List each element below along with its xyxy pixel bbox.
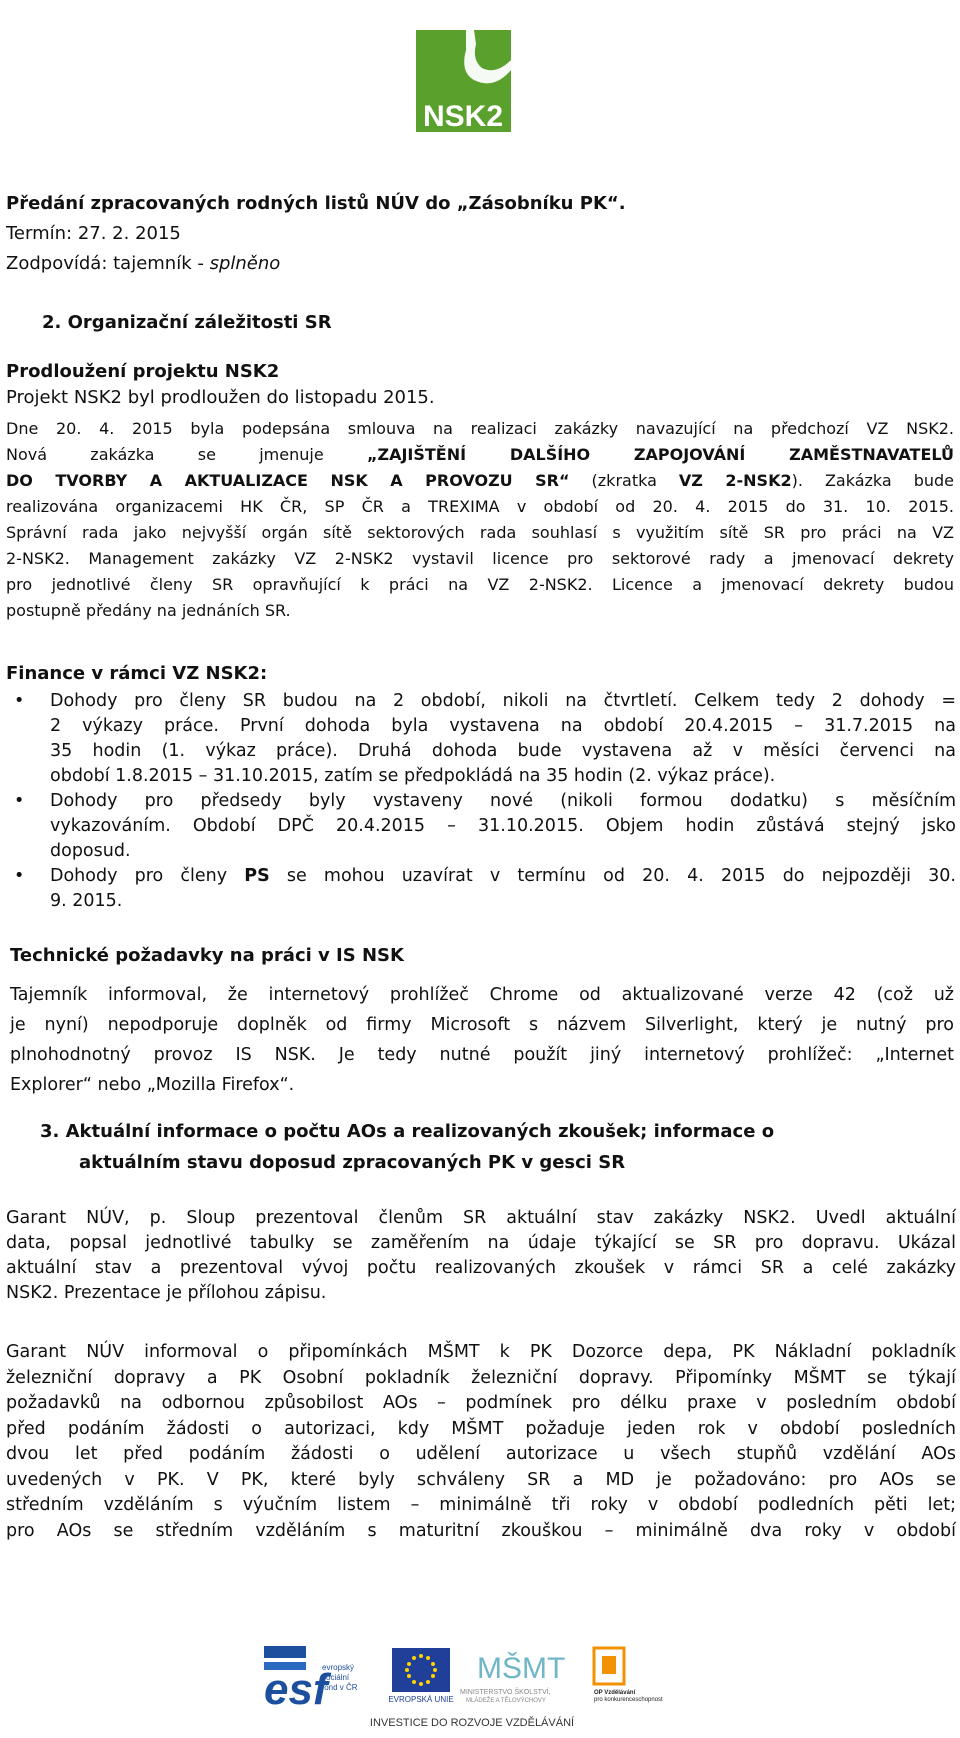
svg-text:fond v ČR: fond v ČR [322,1683,358,1692]
nsk2-logo [416,30,511,132]
svg-text:NSK2: NSK2 [422,100,504,132]
tech-paragraph: Tajemník informoval, že internetový prohlížeč Chrome od aktualizované verze 42 (což už je nyní) nepodporuje doplněk od firmy Microsoft s názvem Silverlight, který je nutný pro plnohodnotný provoz IS NSK. Je tedy nutné použít jiný internetový prohlížeč: „Internet Explorer“ nebo „Mozilla Firefox“. [10,985,954,1095]
finance-list [6,689,956,914]
list-item: • Dohody pro členy SR budou na 2 období, nikoli na čtvrtletí. Celkem tedy 2 dohody = 2 výkazy práce. První dohoda byla vystavena na období 20.4.2015 – 31.7.2015 na 35 hodin (1. výkaz práce). Druhá dohoda bude vystavena až v měsíci červenci na období 1.8.2015 – 31.10.2015, zatím se předpokládá na 35 hodin (2. výkaz práce). [6,689,956,789]
svg-text:EVROPSKÁ UNIE: EVROPSKÁ UNIE [388,1695,454,1704]
svg-text:INVESTICE DO ROZVOJE VZDĚLÁVÁN: INVESTICE DO ROZVOJE VZDĚLÁVÁNÍ [369,1717,575,1729]
section3-paragraph1: Garant NÚV, p. Sloup prezentoval členům SR aktuální stav zakázky NSK2. Uvedl aktuální data, popsal jednotlivé tabulky se zaměřením na údaje týkající se SR pro dopravu. Ukázal aktuální stav a prezentoval vývoj počtu realizovaných zkoušek v rámci SR a celé zakázky NSK2. Prezentace je přílohou zápisu. [6,1208,956,1303]
section3-paragraph2: Garant NÚV informoval o připomínkách MŠMT k PK Dozorce depa, PK Nákladní pokladník železniční dopravy a PK Osobní pokladník železniční dopravy. Připomínky MŠMT se týkají požadavků na odbornou způsobilost AOs – podmínek pro délku praxe v posledním období před podáním žádosti o autorizaci, kdy MŠMT požaduje jeden rok v období posledních dvou let před podáním žádosti o udělení autorizace u všech stupňů vzdělání AOs uvedených v PK. V PK, které byly schváleny SR a MD je požadováno: pro AOs se středním vzděláním s výučním listem – minimálně tři roky v období podledních pěti let; pro AOs se středním vzděláním s maturitní zkouškou – minimálně dva roky v období [6,1342,956,1541]
svg-text:esf: esf [264,1665,328,1714]
tech-heading: Technické požadavky na práci v IS NSK [10,945,404,966]
eu-flag-logo [388,1648,453,1704]
svg-text:MŠMT: MŠMT [477,1652,566,1685]
section2-paragraph: Dne 20. 4. 2015 byla podepsána smlouva na realizaci zakázky navazující na předchozí VZ NSK2. Nová zakázka se jmenuje „ZAJIŠTĚNÍ DALŠÍHO ZAPOJOVÁNÍ ZAMĚSTNAVATELŮ DO TVORBY A AKTUALIZACE NSK A PROVOZU SR“ (zkratka VZ 2-NSK2). Zakázka bude realizována organizacemi HK ČR, SP ČR a TREXIMA v období od 20. 4. 2015 do 31. 10. 2015. Správní rada jako nejvyšší orgán sítě sektorových rada souhlasí s využitím sítě SR pro práci na VZ 2-NSK2. Management zakázky VZ 2-NSK2 vystavil licence pro sektorové rady a jmenovací dekrety pro jednotlivé členy SR opravňující k práci na VZ 2-NSK2. Licence a jmenovací dekrety budou postupně předány na jednáních SR. [6,419,954,620]
section2-line1: Projekt NSK2 byl prodloužen do listopadu 2015. [6,387,435,408]
svg-text:OP Vzdělávání: OP Vzdělávání [594,1690,636,1696]
footer-logos [262,1640,702,1732]
section2-subheading: Prodloužení projektu NSK2 [6,361,280,382]
intro-title: Předání zpracovaných rodných listů NÚV do „Zásobníku PK“. [6,193,626,214]
responsible: Zodpovídá: tajemník - splněno [6,253,281,274]
svg-text:sociální: sociální [322,1673,350,1682]
esf-logo [264,1646,358,1714]
section3-heading-line1: 3. Aktuální informace o počtu AOs a realizovaných zkoušek; informace o [40,1121,775,1142]
list-item: • Dohody pro předsedy byly vystaveny nové (nikoli formou dodatku) s měsíčním vykazováním. Období DPČ 20.4.2015 – 31.10.2015. Objem hodin zůstává stejný jsko doposud. [6,789,956,864]
finance-heading: Finance v rámci VZ NSK2: [6,663,268,684]
section3-heading-line2: aktuálním stavu doposud zpracovaných PK v gesci SR [79,1152,626,1173]
deadline: Termín: 27. 2. 2015 [6,223,181,244]
svg-text:MINISTERSTVO ŠKOLSTVÍ,: MINISTERSTVO ŠKOLSTVÍ, [460,1689,551,1696]
op-logo [594,1648,663,1703]
section2-heading: 2. Organizační záležitosti SR [42,312,332,333]
list-item: • Dohody pro členy PS se mohou uzavírat v termínu od 20. 4. 2015 do nejpozději 30. 9. 2015. [6,864,956,914]
svg-text:pro konkurenceschopnost: pro konkurenceschopnost [594,1697,663,1703]
msmt-logo [460,1651,565,1704]
svg-text:MLÁDEŽE A TĚLOVÝCHOVY: MLÁDEŽE A TĚLOVÝCHOVY [466,1698,546,1704]
svg-text:evropský: evropský [322,1663,355,1672]
